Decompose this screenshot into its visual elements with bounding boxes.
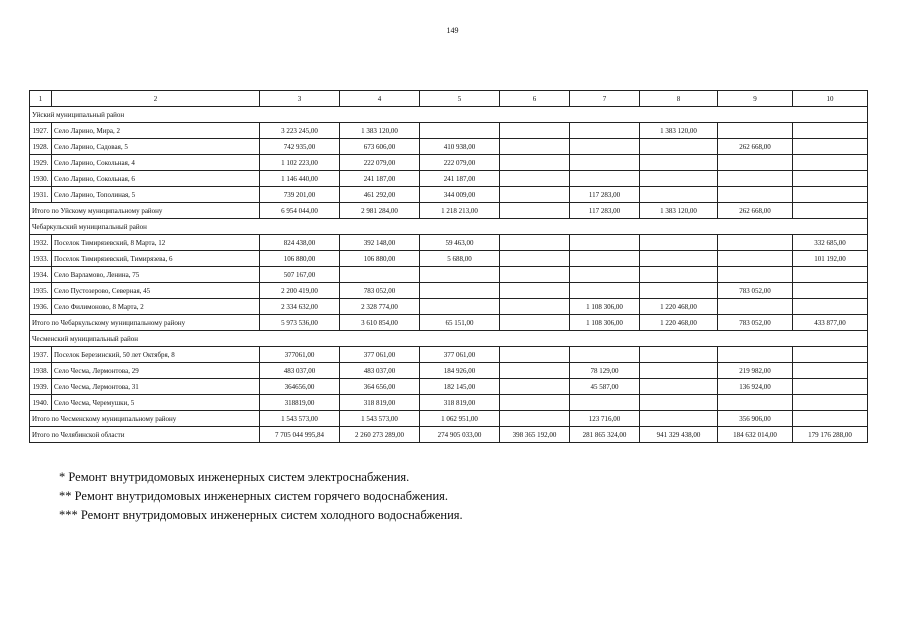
address-cell: Село Ларино, Сокольная, 6 <box>52 171 260 187</box>
value-cell: 783 052,00 <box>718 315 793 331</box>
row-number: 1929. <box>30 155 52 171</box>
value-cell <box>500 235 570 251</box>
value-cell: 1 220 468,00 <box>640 315 718 331</box>
value-cell: 1 543 573,00 <box>340 411 420 427</box>
value-cell: 241 187,00 <box>420 171 500 187</box>
value-cell <box>500 139 570 155</box>
address-cell: Село Филимоново, 8 Марта, 2 <box>52 299 260 315</box>
value-cell <box>570 123 640 139</box>
value-cell <box>500 267 570 283</box>
value-cell <box>793 267 868 283</box>
table-row <box>30 395 868 411</box>
value-cell: 483 037,00 <box>340 363 420 379</box>
value-cell: 106 880,00 <box>260 251 340 267</box>
value-cell <box>420 267 500 283</box>
total-label: Итого по Чесменскому муниципальному району <box>30 411 260 427</box>
row-number: 1927. <box>30 123 52 139</box>
value-cell: 123 716,00 <box>570 411 640 427</box>
value-cell <box>500 187 570 203</box>
value-cell: 318 819,00 <box>340 395 420 411</box>
value-cell <box>640 155 718 171</box>
value-cell <box>640 187 718 203</box>
value-cell <box>500 315 570 331</box>
value-cell <box>570 347 640 363</box>
value-cell: 281 865 324,00 <box>570 427 640 443</box>
page-number: 149 <box>446 26 459 35</box>
table-row <box>30 171 868 187</box>
table-row <box>30 347 868 363</box>
value-cell <box>640 139 718 155</box>
value-cell: 356 906,00 <box>718 411 793 427</box>
value-cell: 65 151,00 <box>420 315 500 331</box>
section-label: Уйский муниципальный район <box>30 107 868 123</box>
row-number: 1930. <box>30 171 52 187</box>
value-cell: 222 079,00 <box>420 155 500 171</box>
value-cell <box>570 139 640 155</box>
header-cell: 5 <box>420 91 500 107</box>
value-cell <box>500 411 570 427</box>
value-cell <box>500 299 570 315</box>
address-cell: Село Ларино, Садовая, 5 <box>52 139 260 155</box>
value-cell <box>640 267 718 283</box>
section-row <box>30 107 868 123</box>
row-number: 1935. <box>30 283 52 299</box>
value-cell: 78 129,00 <box>570 363 640 379</box>
value-cell: 3 223 245,00 <box>260 123 340 139</box>
value-cell <box>718 123 793 139</box>
value-cell: 318 819,00 <box>420 395 500 411</box>
value-cell: 2 334 632,00 <box>260 299 340 315</box>
value-cell <box>793 379 868 395</box>
value-cell <box>500 155 570 171</box>
value-cell: 274 905 033,00 <box>420 427 500 443</box>
value-cell <box>640 347 718 363</box>
row-number: 1934. <box>30 267 52 283</box>
total-row <box>30 411 868 427</box>
value-cell <box>718 155 793 171</box>
header-cell: 4 <box>340 91 420 107</box>
header-cell: 9 <box>718 91 793 107</box>
value-cell: 3 610 854,00 <box>340 315 420 331</box>
table-row <box>30 379 868 395</box>
value-cell <box>718 171 793 187</box>
value-cell <box>500 251 570 267</box>
row-number: 1939. <box>30 379 52 395</box>
value-cell: 392 148,00 <box>340 235 420 251</box>
footnote-cold-water: *** Ремонт внутридомовых инженерных систем холодного водоснабжения. <box>59 508 463 522</box>
value-cell: 673 606,00 <box>340 139 420 155</box>
value-cell <box>640 283 718 299</box>
value-cell: 7 705 044 995,84 <box>260 427 340 443</box>
value-cell <box>640 251 718 267</box>
table-row <box>30 363 868 379</box>
value-cell: 222 079,00 <box>340 155 420 171</box>
table-header-row <box>30 91 868 107</box>
value-cell: 262 668,00 <box>718 139 793 155</box>
value-cell <box>500 395 570 411</box>
value-cell <box>570 171 640 187</box>
value-cell: 182 145,00 <box>420 379 500 395</box>
value-cell: 117 283,00 <box>570 203 640 219</box>
value-cell <box>570 267 640 283</box>
value-cell <box>570 155 640 171</box>
value-cell <box>718 187 793 203</box>
value-cell <box>793 411 868 427</box>
address-cell: Село Чесма, Черемушки, 5 <box>52 395 260 411</box>
value-cell <box>793 203 868 219</box>
value-cell: 106 880,00 <box>340 251 420 267</box>
address-cell: Село Варламово, Ленина, 75 <box>52 267 260 283</box>
value-cell: 824 438,00 <box>260 235 340 251</box>
value-cell: 739 201,00 <box>260 187 340 203</box>
row-number: 1928. <box>30 139 52 155</box>
header-cell: 2 <box>52 91 260 107</box>
value-cell <box>640 235 718 251</box>
value-cell: 941 329 438,00 <box>640 427 718 443</box>
value-cell: 219 982,00 <box>718 363 793 379</box>
value-cell <box>793 299 868 315</box>
value-cell <box>793 155 868 171</box>
header-cell: 10 <box>793 91 868 107</box>
table-row <box>30 283 868 299</box>
value-cell: 1 146 440,00 <box>260 171 340 187</box>
value-cell: 101 192,00 <box>793 251 868 267</box>
value-cell: 1 220 468,00 <box>640 299 718 315</box>
value-cell: 410 938,00 <box>420 139 500 155</box>
total-label: Итого по Уйскому муниципальному району <box>30 203 260 219</box>
total-label: Итого по Челябинской области <box>30 427 260 443</box>
value-cell: 377061,00 <box>260 347 340 363</box>
row-number: 1937. <box>30 347 52 363</box>
total-row <box>30 203 868 219</box>
value-cell: 783 052,00 <box>340 283 420 299</box>
value-cell <box>640 395 718 411</box>
value-cell: 1 218 213,00 <box>420 203 500 219</box>
address-cell: Село Ларино, Тополиная, 5 <box>52 187 260 203</box>
value-cell <box>500 347 570 363</box>
section-label: Чесменский муниципальный район <box>30 331 868 347</box>
value-cell: 241 187,00 <box>340 171 420 187</box>
address-cell: Поселок Березинский, 50 лет Октября, 8 <box>52 347 260 363</box>
row-number: 1933. <box>30 251 52 267</box>
table-row <box>30 155 868 171</box>
value-cell: 1 108 306,00 <box>570 315 640 331</box>
address-cell: Село Ларино, Мира, 2 <box>52 123 260 139</box>
row-number: 1936. <box>30 299 52 315</box>
value-cell: 332 685,00 <box>793 235 868 251</box>
value-cell <box>718 299 793 315</box>
value-cell <box>793 283 868 299</box>
value-cell <box>793 139 868 155</box>
footnotes <box>59 468 463 525</box>
value-cell: 2 260 273 289,00 <box>340 427 420 443</box>
value-cell: 59 463,00 <box>420 235 500 251</box>
value-cell: 5 973 536,00 <box>260 315 340 331</box>
row-number: 1931. <box>30 187 52 203</box>
value-cell <box>718 251 793 267</box>
value-cell: 433 877,00 <box>793 315 868 331</box>
value-cell: 507 167,00 <box>260 267 340 283</box>
value-cell: 184 632 014,00 <box>718 427 793 443</box>
value-cell <box>340 267 420 283</box>
value-cell <box>420 299 500 315</box>
value-cell: 377 061,00 <box>340 347 420 363</box>
value-cell: 364656,00 <box>260 379 340 395</box>
value-cell: 318819,00 <box>260 395 340 411</box>
value-cell: 1 383 120,00 <box>340 123 420 139</box>
value-cell <box>793 171 868 187</box>
value-cell: 136 924,00 <box>718 379 793 395</box>
value-cell <box>640 411 718 427</box>
address-cell: Село Пустозерово, Северная, 45 <box>52 283 260 299</box>
address-cell: Поселок Тимирязевский, 8 Марта, 12 <box>52 235 260 251</box>
value-cell <box>793 347 868 363</box>
header-cell: 3 <box>260 91 340 107</box>
value-cell: 262 668,00 <box>718 203 793 219</box>
value-cell: 1 062 951,00 <box>420 411 500 427</box>
header-cell: 7 <box>570 91 640 107</box>
value-cell <box>718 395 793 411</box>
section-row <box>30 219 868 235</box>
value-cell <box>640 379 718 395</box>
value-cell: 483 037,00 <box>260 363 340 379</box>
value-cell: 6 954 044,00 <box>260 203 340 219</box>
row-number: 1932. <box>30 235 52 251</box>
value-cell: 1 543 573,00 <box>260 411 340 427</box>
value-cell: 1 102 223,00 <box>260 155 340 171</box>
value-cell <box>793 395 868 411</box>
value-cell: 1 108 306,00 <box>570 299 640 315</box>
value-cell <box>570 251 640 267</box>
row-number: 1938. <box>30 363 52 379</box>
value-cell <box>570 235 640 251</box>
header-cell: 6 <box>500 91 570 107</box>
value-cell: 184 926,00 <box>420 363 500 379</box>
value-cell: 742 935,00 <box>260 139 340 155</box>
value-cell: 1 383 120,00 <box>640 203 718 219</box>
value-cell <box>500 379 570 395</box>
section-label: Чебаркульский муниципальный район <box>30 219 868 235</box>
table-row <box>30 139 868 155</box>
value-cell <box>500 283 570 299</box>
value-cell: 377 061,00 <box>420 347 500 363</box>
data-table <box>29 90 868 443</box>
footnote-hot-water: ** Ремонт внутридомовых инженерных систем горячего водоснабжения. <box>59 489 449 503</box>
table-row <box>30 251 868 267</box>
value-cell <box>500 203 570 219</box>
value-cell <box>793 123 868 139</box>
footnote-electric: * Ремонт внутридомовых инженерных систем электроснабжения. <box>59 470 410 484</box>
table-row <box>30 299 868 315</box>
value-cell: 5 688,00 <box>420 251 500 267</box>
table-row <box>30 123 868 139</box>
value-cell <box>500 123 570 139</box>
table-row <box>30 267 868 283</box>
value-cell: 364 656,00 <box>340 379 420 395</box>
value-cell: 461 292,00 <box>340 187 420 203</box>
value-cell: 117 283,00 <box>570 187 640 203</box>
value-cell <box>570 283 640 299</box>
value-cell <box>420 283 500 299</box>
total-label: Итого по Чебаркульскому муниципальному району <box>30 315 260 331</box>
value-cell: 179 176 288,00 <box>793 427 868 443</box>
value-cell <box>570 395 640 411</box>
value-cell <box>640 363 718 379</box>
value-cell: 45 587,00 <box>570 379 640 395</box>
address-cell: Село Ларино, Сокольная, 4 <box>52 155 260 171</box>
total-row <box>30 315 868 331</box>
section-row <box>30 331 868 347</box>
value-cell: 1 383 120,00 <box>640 123 718 139</box>
value-cell: 2 200 419,00 <box>260 283 340 299</box>
header-cell: 8 <box>640 91 718 107</box>
value-cell: 344 009,00 <box>420 187 500 203</box>
value-cell: 398 365 192,00 <box>500 427 570 443</box>
address-cell: Село Чесма, Лермонтова, 29 <box>52 363 260 379</box>
table-row <box>30 235 868 251</box>
total-row <box>30 427 868 443</box>
address-cell: Поселок Тимирязевский, Тимирязева, 6 <box>52 251 260 267</box>
row-number: 1940. <box>30 395 52 411</box>
address-cell: Село Чесма, Лермонтова, 31 <box>52 379 260 395</box>
value-cell: 2 328 774,00 <box>340 299 420 315</box>
value-cell <box>793 363 868 379</box>
value-cell <box>500 171 570 187</box>
value-cell: 783 052,00 <box>718 283 793 299</box>
value-cell: 2 981 284,00 <box>340 203 420 219</box>
header-cell: 1 <box>30 91 52 107</box>
value-cell <box>640 171 718 187</box>
value-cell <box>793 187 868 203</box>
value-cell <box>420 123 500 139</box>
table-row <box>30 187 868 203</box>
value-cell <box>500 363 570 379</box>
value-cell <box>718 267 793 283</box>
value-cell <box>718 235 793 251</box>
value-cell <box>718 347 793 363</box>
